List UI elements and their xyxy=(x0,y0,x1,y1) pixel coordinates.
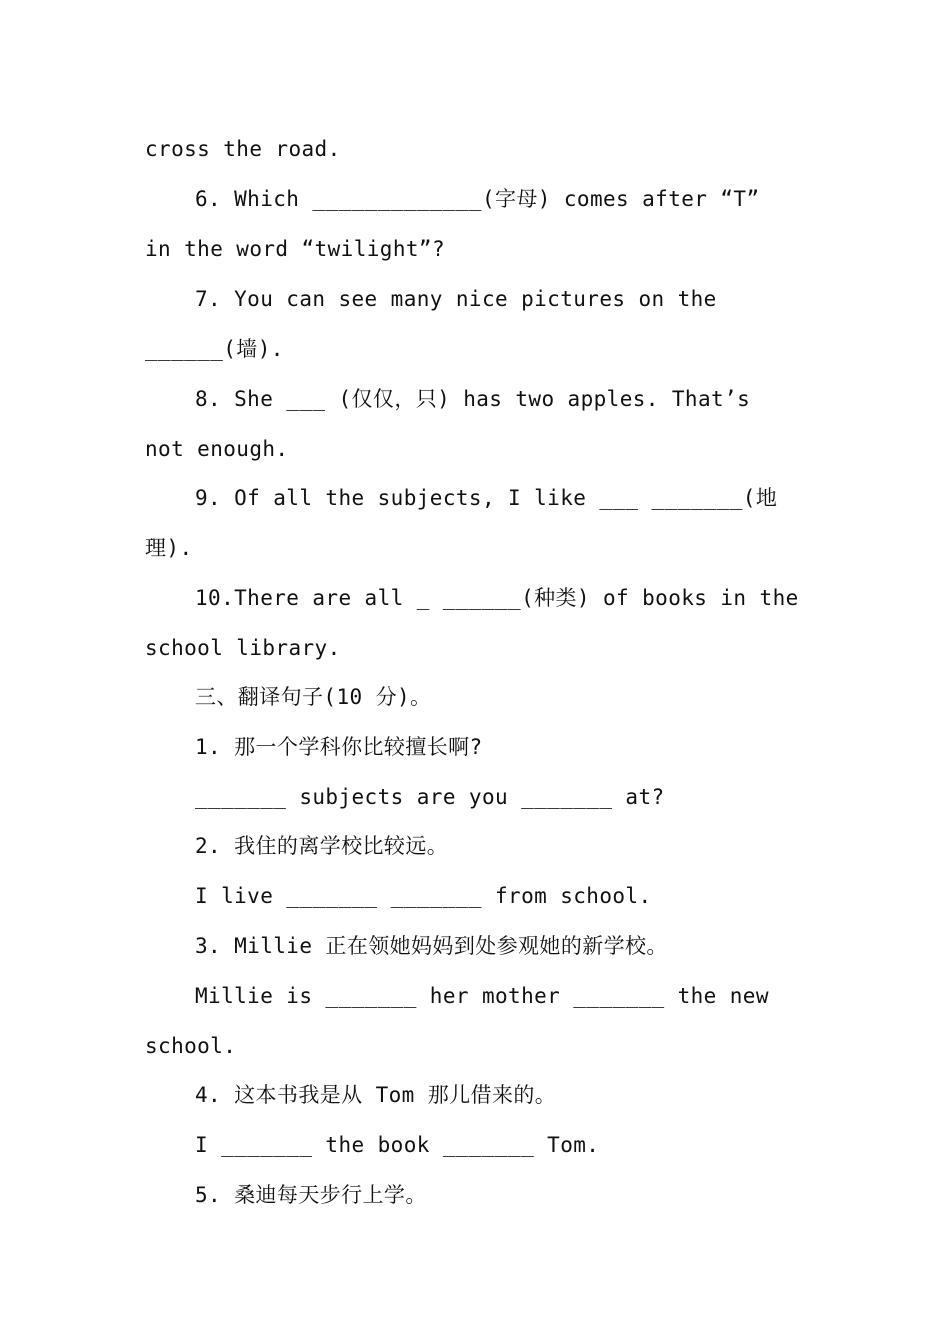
question-6-line-2: in the word “twilight”? xyxy=(145,237,445,261)
section-heading: 三、翻译句子(10 分)。 xyxy=(195,685,432,709)
question-7-line-1: 7. You can see many nice pictures on the xyxy=(195,287,717,311)
translation-4-english: I _______ the book _______ Tom. xyxy=(195,1133,600,1157)
question-9-line-2: 理). xyxy=(145,536,193,560)
translation-2-english: I live _______ _______ from school. xyxy=(195,884,652,908)
translation-3-english-line-2: school. xyxy=(145,1034,237,1058)
question-6-line-1: 6. Which _____________(字母) comes after “T” xyxy=(195,187,760,211)
question-8-line-2: not enough. xyxy=(145,437,289,461)
translation-2-chinese: 2. 我住的离学校比较远。 xyxy=(195,834,449,858)
text-line-1: cross the road. xyxy=(145,137,341,161)
question-10-line-2: school library. xyxy=(145,636,341,660)
question-7-line-2: ______(墙). xyxy=(145,337,284,361)
translation-1-chinese: 1. 那一个学科你比较擅长啊? xyxy=(195,735,483,759)
translation-5-chinese: 5. 桑迪每天步行上学。 xyxy=(195,1183,427,1207)
question-8-line-1: 8. She ___ (仅仅，只) has two apples. That’s xyxy=(195,387,751,411)
translation-4-chinese: 4. 这本书我是从 Tom 那儿借来的。 xyxy=(195,1083,557,1107)
translation-3-english-line-1: Millie is _______ her mother _______ the new xyxy=(195,984,769,1008)
question-9-line-1: 9. Of all the subjects, I like ___ _______(地 xyxy=(195,486,778,510)
translation-3-chinese: 3. Millie 正在领她妈妈到处参观她的新学校。 xyxy=(195,934,668,958)
question-10-line-1: 10.There are all _ ______(种类) of books in the xyxy=(195,586,799,610)
translation-1-english: _______ subjects are you _______ at? xyxy=(195,785,665,809)
